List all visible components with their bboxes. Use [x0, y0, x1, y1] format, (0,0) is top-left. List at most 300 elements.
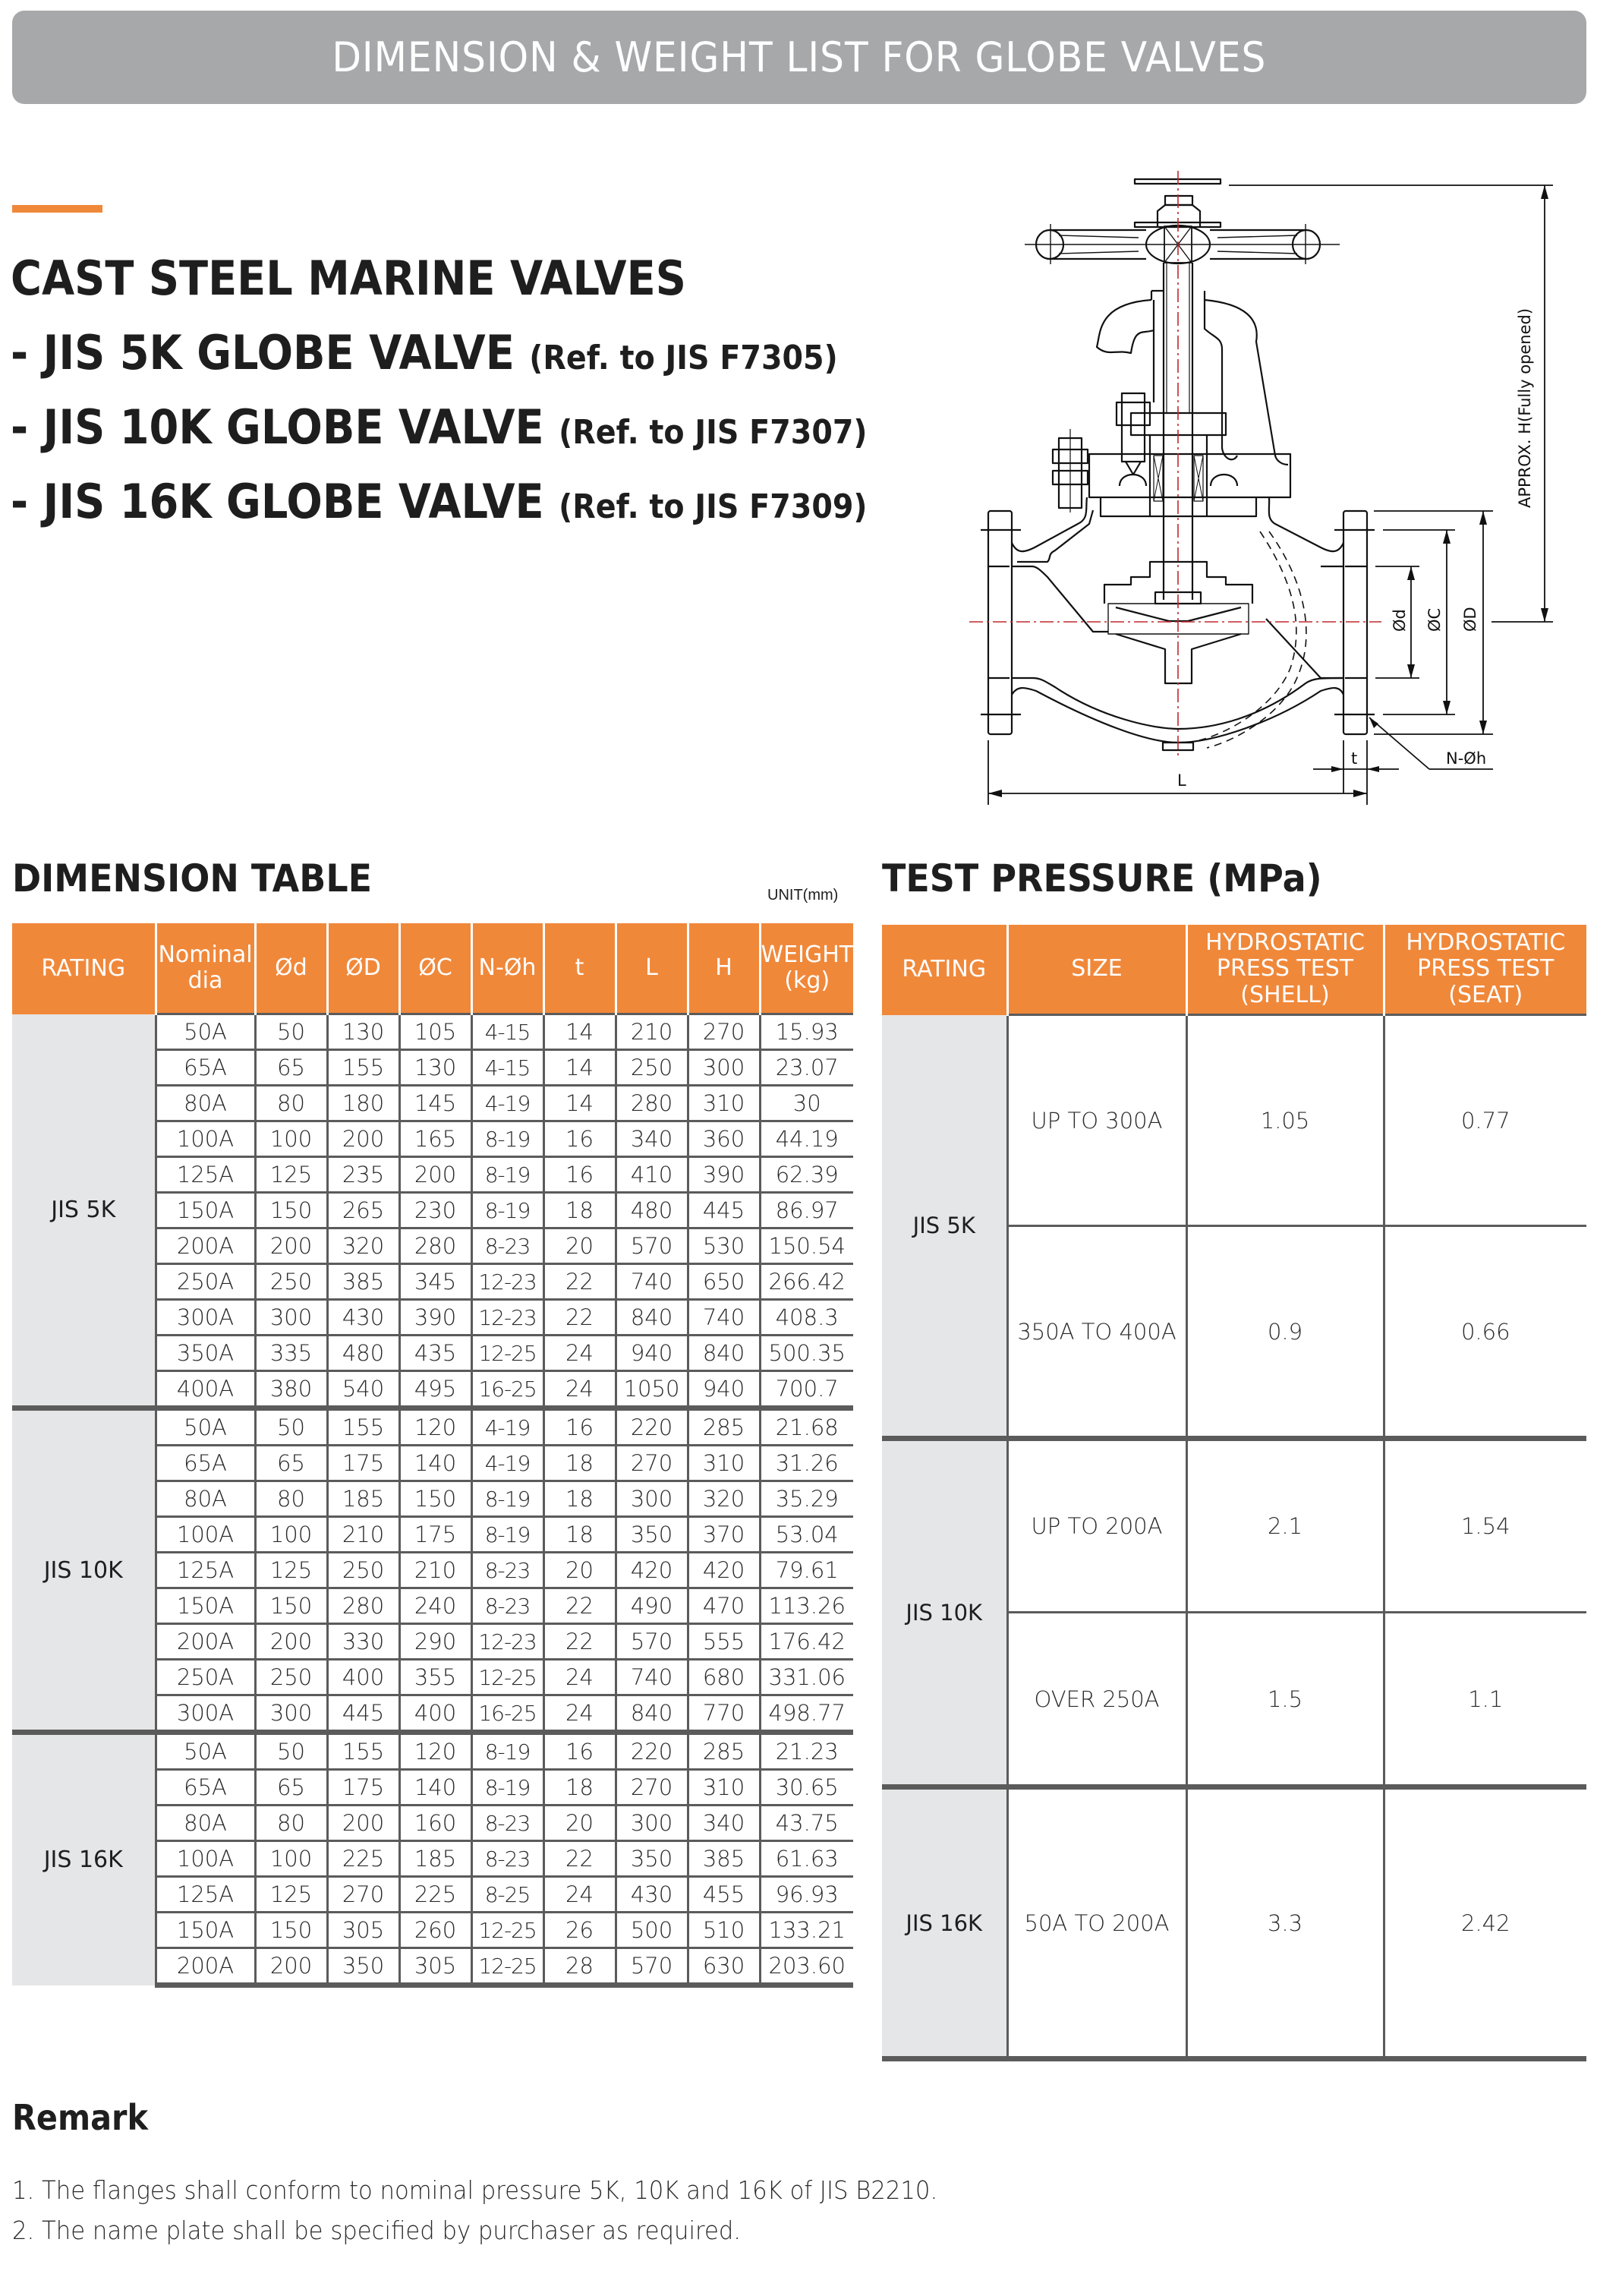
- table-row: [12, 1408, 853, 1446]
- cell-H: 770: [688, 1695, 760, 1733]
- cell-nominal-dia: 200A: [156, 1948, 255, 1985]
- cell-L: 1050: [616, 1371, 688, 1408]
- cell-t: 22: [543, 1624, 616, 1660]
- cell-C: 105: [399, 1014, 471, 1050]
- cell-nominal-dia: 100A: [156, 1517, 255, 1553]
- cell-D: 430: [327, 1300, 399, 1336]
- unit-label: UNIT(mm): [767, 887, 839, 904]
- dimension-header-row: [12, 923, 853, 1014]
- header-weight: WEIGHT (kg): [760, 923, 853, 1014]
- cell-n-h: 8-19: [471, 1733, 543, 1770]
- cell-D: 155: [327, 1408, 399, 1446]
- label-D: ØD: [1461, 607, 1479, 632]
- cell-L: 740: [616, 1660, 688, 1695]
- product-line-10k: [11, 399, 868, 455]
- cell-weight: 133.21: [760, 1913, 853, 1948]
- cell-nominal-dia: 100A: [156, 1841, 255, 1877]
- test-pressure-table-body: [882, 1015, 1586, 2059]
- cell-n-h: 8-23: [471, 1228, 543, 1264]
- cell-H: 310: [688, 1770, 760, 1806]
- cell-d: 65: [255, 1770, 327, 1806]
- cell-weight: 203.60: [760, 1948, 853, 1985]
- cell-d: 200: [255, 1948, 327, 1985]
- cell-nominal-dia: 100A: [156, 1121, 255, 1157]
- test-pressure-header-row: [882, 925, 1586, 1015]
- cell-size: UP TO 200A: [1007, 1439, 1186, 1613]
- bonnet: [1089, 413, 1290, 516]
- cell-d: 250: [255, 1660, 327, 1695]
- cell-C: 160: [399, 1806, 471, 1841]
- cell-D: 445: [327, 1695, 399, 1733]
- cell-d: 100: [255, 1121, 327, 1157]
- cell-L: 570: [616, 1948, 688, 1985]
- table-row: [882, 1439, 1586, 1613]
- cell-L: 300: [616, 1806, 688, 1841]
- cell-d: 200: [255, 1624, 327, 1660]
- cell-D: 130: [327, 1014, 399, 1050]
- handwheel: [1025, 224, 1340, 264]
- cell-H: 270: [688, 1014, 760, 1050]
- cell-H: 455: [688, 1877, 760, 1913]
- product-line-5k: [11, 325, 838, 380]
- cell-C: 290: [399, 1624, 471, 1660]
- hidden-lines: [1199, 531, 1306, 748]
- cell-t: 22: [543, 1588, 616, 1624]
- cell-C: 210: [399, 1553, 471, 1588]
- cell-H: 340: [688, 1806, 760, 1841]
- cell-L: 350: [616, 1517, 688, 1553]
- cell-H: 530: [688, 1228, 760, 1264]
- cell-D: 320: [327, 1228, 399, 1264]
- cell-t: 18: [543, 1770, 616, 1806]
- cell-D: 185: [327, 1481, 399, 1517]
- cell-d: 300: [255, 1695, 327, 1733]
- cell-d: 125: [255, 1877, 327, 1913]
- cell-n-h: 16-25: [471, 1695, 543, 1733]
- cell-H: 680: [688, 1660, 760, 1695]
- cell-H: 285: [688, 1733, 760, 1770]
- dimension-table: [12, 923, 853, 1988]
- cell-weight: 150.54: [760, 1228, 853, 1264]
- cell-n-h: 8-19: [471, 1193, 543, 1228]
- cell-D: 225: [327, 1841, 399, 1877]
- cell-t: 18: [543, 1193, 616, 1228]
- header-C: ØC: [399, 923, 471, 1014]
- cell-d: 380: [255, 1371, 327, 1408]
- cell-nominal-dia: 80A: [156, 1086, 255, 1121]
- cell-t: 20: [543, 1228, 616, 1264]
- cell-n-h: 12-25: [471, 1913, 543, 1948]
- cell-L: 420: [616, 1553, 688, 1588]
- cell-weight: 62.39: [760, 1157, 853, 1193]
- cell-H: 470: [688, 1588, 760, 1624]
- remark-item: 1. The flanges shall conform to nominal pressure 5K, 10K and 16K of JIS B2210.: [12, 2175, 938, 2205]
- cell-nominal-dia: 200A: [156, 1228, 255, 1264]
- label-L: L: [1177, 771, 1186, 790]
- product-name: - JIS 10K GLOBE VALVE: [11, 399, 544, 455]
- cell-H: 320: [688, 1481, 760, 1517]
- cell-t: 26: [543, 1913, 616, 1948]
- cell-shell: 3.3: [1186, 1787, 1384, 2059]
- cell-n-h: 4-15: [471, 1050, 543, 1086]
- cell-nominal-dia: 150A: [156, 1193, 255, 1228]
- cell-nominal-dia: 125A: [156, 1157, 255, 1193]
- header-seat: HYDROSTATIC PRESS TEST (SEAT): [1384, 925, 1586, 1015]
- cell-n-h: 4-19: [471, 1446, 543, 1481]
- cell-n-h: 12-25: [471, 1660, 543, 1695]
- cell-L: 220: [616, 1733, 688, 1770]
- cell-t: 18: [543, 1446, 616, 1481]
- cell-weight: 331.06: [760, 1660, 853, 1695]
- header-n-h: N-Øh: [471, 923, 543, 1014]
- cell-n-h: 12-23: [471, 1624, 543, 1660]
- cell-d: 65: [255, 1446, 327, 1481]
- cell-weight: 498.77: [760, 1695, 853, 1733]
- cell-D: 210: [327, 1517, 399, 1553]
- cell-d: 150: [255, 1193, 327, 1228]
- cell-C: 390: [399, 1300, 471, 1336]
- rating-cell: JIS 16K: [12, 1733, 156, 1985]
- cell-C: 240: [399, 1588, 471, 1624]
- cell-n-h: 4-19: [471, 1408, 543, 1446]
- cell-weight: 43.75: [760, 1806, 853, 1841]
- cell-D: 280: [327, 1588, 399, 1624]
- rating-cell: JIS 5K: [12, 1014, 156, 1408]
- cell-weight: 96.93: [760, 1877, 853, 1913]
- cell-nominal-dia: 125A: [156, 1553, 255, 1588]
- centerlines: [969, 171, 1381, 755]
- cell-L: 740: [616, 1264, 688, 1300]
- cell-size: UP TO 300A: [1007, 1015, 1186, 1226]
- cell-L: 350: [616, 1841, 688, 1877]
- product-name: - JIS 5K GLOBE VALVE: [11, 325, 515, 380]
- cell-C: 230: [399, 1193, 471, 1228]
- cell-C: 140: [399, 1770, 471, 1806]
- cell-nominal-dia: 150A: [156, 1588, 255, 1624]
- cell-C: 185: [399, 1841, 471, 1877]
- header-H: H: [688, 923, 760, 1014]
- cell-t: 16: [543, 1733, 616, 1770]
- cell-D: 305: [327, 1913, 399, 1948]
- cell-weight: 266.42: [760, 1264, 853, 1300]
- cell-t: 20: [543, 1806, 616, 1841]
- cell-L: 430: [616, 1877, 688, 1913]
- cell-D: 265: [327, 1193, 399, 1228]
- dimension-arrows: [988, 185, 1548, 797]
- cell-D: 250: [327, 1553, 399, 1588]
- cell-weight: 44.19: [760, 1121, 853, 1157]
- remark-item: 2. The name plate shall be specified by purchaser as required.: [12, 2216, 742, 2245]
- cell-weight: 53.04: [760, 1517, 853, 1553]
- cell-L: 340: [616, 1121, 688, 1157]
- cell-n-h: 8-23: [471, 1806, 543, 1841]
- cell-n-h: 8-23: [471, 1841, 543, 1877]
- cell-H: 630: [688, 1948, 760, 1985]
- cell-t: 16: [543, 1157, 616, 1193]
- cell-n-h: 8-25: [471, 1877, 543, 1913]
- cell-H: 840: [688, 1336, 760, 1371]
- cell-n-h: 8-19: [471, 1481, 543, 1517]
- cell-C: 175: [399, 1517, 471, 1553]
- cell-d: 250: [255, 1264, 327, 1300]
- cell-d: 150: [255, 1588, 327, 1624]
- cell-d: 300: [255, 1300, 327, 1336]
- product-ref: (Ref. to JIS F7309): [559, 487, 868, 526]
- accent-bar: [12, 205, 102, 213]
- cell-D: 235: [327, 1157, 399, 1193]
- cell-C: 225: [399, 1877, 471, 1913]
- cell-C: 150: [399, 1481, 471, 1517]
- cell-t: 24: [543, 1336, 616, 1371]
- dimension-labels: [1177, 308, 1534, 790]
- cell-d: 80: [255, 1806, 327, 1841]
- cell-weight: 700.7: [760, 1371, 853, 1408]
- cell-d: 100: [255, 1841, 327, 1877]
- cell-t: 24: [543, 1660, 616, 1695]
- stem-nut: [1165, 196, 1192, 205]
- cell-t: 22: [543, 1300, 616, 1336]
- cell-C: 280: [399, 1228, 471, 1264]
- cell-D: 155: [327, 1733, 399, 1770]
- header-shell: HYDROSTATIC PRESS TEST (SHELL): [1186, 925, 1384, 1015]
- cell-n-h: 4-19: [471, 1086, 543, 1121]
- table-row: [12, 1014, 853, 1050]
- cell-nominal-dia: 300A: [156, 1300, 255, 1336]
- cell-C: 355: [399, 1660, 471, 1695]
- test-pressure-title: TEST PRESSURE (MPa): [882, 856, 1322, 900]
- cell-shell: 0.9: [1186, 1226, 1384, 1439]
- cell-n-h: 4-15: [471, 1014, 543, 1050]
- label-holes: N-Øh: [1446, 749, 1487, 768]
- cell-n-h: 12-25: [471, 1336, 543, 1371]
- cell-D: 385: [327, 1264, 399, 1300]
- globe-valve-drawing: [949, 167, 1597, 812]
- cell-weight: 408.3: [760, 1300, 853, 1336]
- cell-D: 350: [327, 1948, 399, 1985]
- cell-D: 480: [327, 1336, 399, 1371]
- cell-d: 150: [255, 1913, 327, 1948]
- cell-t: 24: [543, 1371, 616, 1408]
- cell-d: 80: [255, 1086, 327, 1121]
- product-ref: (Ref. to JIS F7307): [559, 413, 868, 452]
- product-ref: (Ref. to JIS F7305): [529, 339, 838, 377]
- cell-nominal-dia: 200A: [156, 1624, 255, 1660]
- cell-D: 270: [327, 1877, 399, 1913]
- cell-D: 200: [327, 1121, 399, 1157]
- cell-weight: 21.68: [760, 1408, 853, 1446]
- cell-t: 24: [543, 1877, 616, 1913]
- cell-d: 50: [255, 1733, 327, 1770]
- cell-t: 14: [543, 1086, 616, 1121]
- header-size: SIZE: [1007, 925, 1186, 1015]
- header-nominal-dia: Nominal dia: [156, 923, 255, 1014]
- rating-cell: JIS 5K: [882, 1015, 1007, 1439]
- cell-nominal-dia: 80A: [156, 1481, 255, 1517]
- rating-cell: JIS 16K: [882, 1787, 1007, 2059]
- cell-H: 310: [688, 1446, 760, 1481]
- cell-C: 120: [399, 1408, 471, 1446]
- cell-d: 50: [255, 1014, 327, 1050]
- cell-D: 330: [327, 1624, 399, 1660]
- cell-weight: 30.65: [760, 1770, 853, 1806]
- cell-C: 435: [399, 1336, 471, 1371]
- label-height: APPROX. H(Fully opened): [1516, 308, 1534, 508]
- cell-D: 540: [327, 1371, 399, 1408]
- label-C: ØC: [1425, 607, 1444, 632]
- cell-C: 200: [399, 1157, 471, 1193]
- remark-title: Remark: [12, 2097, 148, 2138]
- cell-t: 24: [543, 1695, 616, 1733]
- cell-D: 175: [327, 1446, 399, 1481]
- header-d: Ød: [255, 923, 327, 1014]
- cell-weight: 21.23: [760, 1733, 853, 1770]
- cell-size: 350A TO 400A: [1007, 1226, 1186, 1439]
- cell-t: 16: [543, 1121, 616, 1157]
- cell-H: 370: [688, 1517, 760, 1553]
- cell-L: 840: [616, 1300, 688, 1336]
- cell-t: 20: [543, 1553, 616, 1588]
- cell-t: 18: [543, 1481, 616, 1517]
- header-L: L: [616, 923, 688, 1014]
- test-pressure-table: [882, 925, 1586, 2061]
- cell-D: 155: [327, 1050, 399, 1086]
- cell-nominal-dia: 80A: [156, 1806, 255, 1841]
- cell-L: 280: [616, 1086, 688, 1121]
- cell-n-h: 8-19: [471, 1157, 543, 1193]
- dimension-table-title: DIMENSION TABLE: [12, 856, 373, 900]
- cell-nominal-dia: 350A: [156, 1336, 255, 1371]
- header-t: t: [543, 923, 616, 1014]
- header-rating: RATING: [882, 925, 1007, 1015]
- cell-nominal-dia: 50A: [156, 1408, 255, 1446]
- cell-H: 285: [688, 1408, 760, 1446]
- cell-H: 650: [688, 1264, 760, 1300]
- cell-H: 740: [688, 1300, 760, 1336]
- page-banner: [12, 11, 1586, 104]
- cell-d: 80: [255, 1481, 327, 1517]
- label-d: Ød: [1391, 609, 1409, 632]
- cell-t: 18: [543, 1517, 616, 1553]
- cell-C: 400: [399, 1695, 471, 1733]
- cell-size: 50A TO 200A: [1007, 1787, 1186, 2059]
- cell-t: 28: [543, 1948, 616, 1985]
- cell-L: 940: [616, 1336, 688, 1371]
- cell-seat: 0.77: [1384, 1015, 1586, 1226]
- cell-D: 180: [327, 1086, 399, 1121]
- cell-t: 14: [543, 1014, 616, 1050]
- cell-shell: 1.5: [1186, 1613, 1384, 1787]
- cell-C: 345: [399, 1264, 471, 1300]
- cell-nominal-dia: 50A: [156, 1014, 255, 1050]
- cell-n-h: 8-23: [471, 1553, 543, 1588]
- cell-d: 100: [255, 1517, 327, 1553]
- cell-shell: 1.05: [1186, 1015, 1384, 1226]
- cell-weight: 30: [760, 1086, 853, 1121]
- banner-title: DIMENSION & WEIGHT LIST FOR GLOBE VALVES: [332, 33, 1267, 81]
- cell-L: 570: [616, 1624, 688, 1660]
- cell-C: 120: [399, 1733, 471, 1770]
- cell-nominal-dia: 150A: [156, 1913, 255, 1948]
- cell-d: 65: [255, 1050, 327, 1086]
- cell-C: 145: [399, 1086, 471, 1121]
- cell-weight: 500.35: [760, 1336, 853, 1371]
- rating-cell: JIS 10K: [12, 1408, 156, 1733]
- product-line-16k: [11, 474, 868, 529]
- cell-nominal-dia: 65A: [156, 1050, 255, 1086]
- cell-H: 310: [688, 1086, 760, 1121]
- label-t: t: [1351, 749, 1358, 768]
- cell-C: 305: [399, 1948, 471, 1985]
- cell-shell: 2.1: [1186, 1439, 1384, 1613]
- cell-seat: 0.66: [1384, 1226, 1586, 1439]
- cell-C: 495: [399, 1371, 471, 1408]
- gland-bolts: [1053, 393, 1150, 512]
- cell-nominal-dia: 50A: [156, 1733, 255, 1770]
- cell-n-h: 8-23: [471, 1588, 543, 1624]
- cell-weight: 113.26: [760, 1588, 853, 1624]
- dimension-lines: [988, 185, 1553, 805]
- cell-weight: 23.07: [760, 1050, 853, 1086]
- cell-nominal-dia: 400A: [156, 1371, 255, 1408]
- cell-nominal-dia: 65A: [156, 1446, 255, 1481]
- cell-L: 270: [616, 1770, 688, 1806]
- cell-weight: 79.61: [760, 1553, 853, 1588]
- product-name: - JIS 16K GLOBE VALVE: [11, 474, 544, 529]
- cell-nominal-dia: 300A: [156, 1695, 255, 1733]
- cell-t: 14: [543, 1050, 616, 1086]
- cell-C: 130: [399, 1050, 471, 1086]
- cell-d: 125: [255, 1157, 327, 1193]
- cell-weight: 15.93: [760, 1014, 853, 1050]
- rating-cell: JIS 10K: [882, 1439, 1007, 1787]
- cell-C: 260: [399, 1913, 471, 1948]
- cell-nominal-dia: 125A: [156, 1877, 255, 1913]
- cell-L: 480: [616, 1193, 688, 1228]
- cell-n-h: 8-19: [471, 1121, 543, 1157]
- cell-nominal-dia: 250A: [156, 1264, 255, 1300]
- cell-H: 510: [688, 1913, 760, 1948]
- cell-seat: 1.1: [1384, 1613, 1586, 1787]
- cell-weight: 61.63: [760, 1841, 853, 1877]
- cell-n-h: 8-19: [471, 1770, 543, 1806]
- cell-d: 200: [255, 1228, 327, 1264]
- cell-weight: 176.42: [760, 1624, 853, 1660]
- cell-weight: 35.29: [760, 1481, 853, 1517]
- cell-d: 335: [255, 1336, 327, 1371]
- header-D: ØD: [327, 923, 399, 1014]
- cell-H: 940: [688, 1371, 760, 1408]
- cell-L: 500: [616, 1913, 688, 1948]
- cell-size: OVER 250A: [1007, 1613, 1186, 1787]
- cell-nominal-dia: 250A: [156, 1660, 255, 1695]
- cell-n-h: 12-25: [471, 1948, 543, 1985]
- cell-t: 16: [543, 1408, 616, 1446]
- cell-H: 385: [688, 1841, 760, 1877]
- cell-L: 270: [616, 1446, 688, 1481]
- cell-n-h: 16-25: [471, 1371, 543, 1408]
- cell-nominal-dia: 65A: [156, 1770, 255, 1806]
- cell-weight: 31.26: [760, 1446, 853, 1481]
- cell-H: 555: [688, 1624, 760, 1660]
- cell-seat: 2.42: [1384, 1787, 1586, 2059]
- cell-D: 400: [327, 1660, 399, 1695]
- cell-d: 50: [255, 1408, 327, 1446]
- cell-n-h: 12-23: [471, 1300, 543, 1336]
- cell-L: 570: [616, 1228, 688, 1264]
- cell-t: 22: [543, 1841, 616, 1877]
- cell-D: 200: [327, 1806, 399, 1841]
- cell-L: 300: [616, 1481, 688, 1517]
